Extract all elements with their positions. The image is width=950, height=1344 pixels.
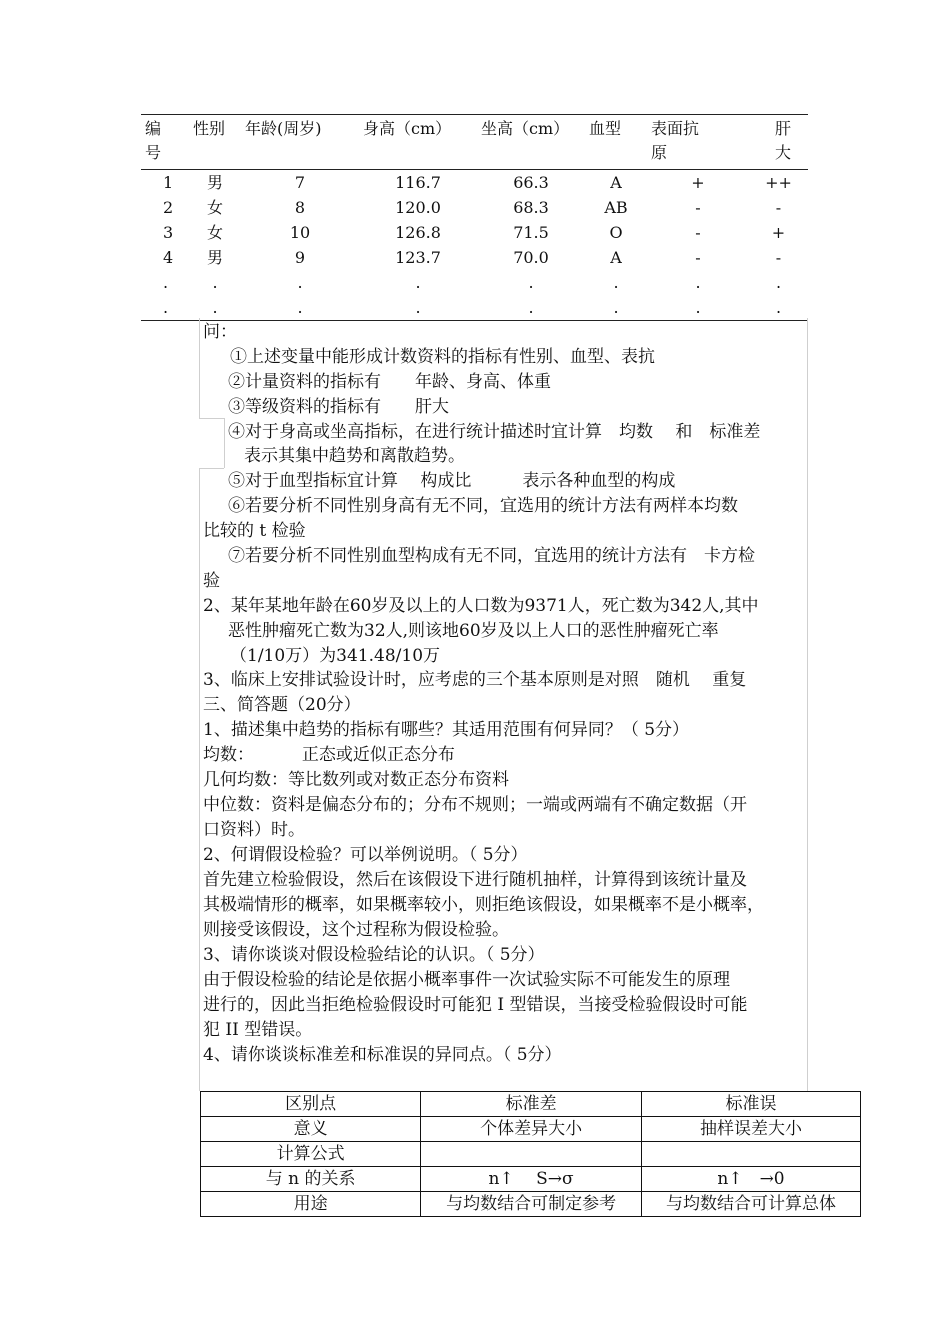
table-cell: AB <box>604 198 628 217</box>
table-cell: - <box>695 198 701 217</box>
text-line: 比较的 t 检验 <box>203 521 306 541</box>
table-cell: 116.7 <box>395 173 441 192</box>
table-cell: . <box>695 273 701 292</box>
text-line: ①上述变量中能形成计数资料的指标有性别、血型、表抗 <box>230 347 655 367</box>
text-line: 表示其集中趋势和离散趋势。 <box>244 446 465 466</box>
answer-box-divider <box>199 418 224 419</box>
table-cell: . <box>415 273 421 292</box>
table-cell: 2 <box>163 198 174 217</box>
table-cell: 126.8 <box>395 223 441 242</box>
table-cell: . <box>141 295 189 321</box>
table-cell: 10 <box>289 223 311 242</box>
table-cell: . <box>359 295 477 321</box>
text-line: 4、请你谈谈标准差和标准误的异同点。（ 5分） <box>203 1045 562 1065</box>
text-line: ②计量资料的指标有 年龄、身高、体重 <box>228 372 551 392</box>
table-cell: 女 <box>206 198 223 217</box>
text-line: 恶性肿瘤死亡数为32人,则该地60岁及以上人口的恶性肿瘤死亡率 <box>228 621 719 641</box>
answer-box-left-border <box>199 318 200 418</box>
table-cell: ++ <box>765 173 792 192</box>
text-line: 几何均数：等比数列或对数正态分布资料 <box>203 770 509 790</box>
comparison-row <box>201 1167 861 1192</box>
comparison-cell: 与 n 的关系 <box>201 1167 421 1192</box>
table-cell: - <box>695 223 701 242</box>
answer-box-left-border <box>199 468 200 1091</box>
table-row <box>141 195 808 220</box>
table-cell: A <box>610 173 622 192</box>
table-cell: . <box>585 295 647 321</box>
table-cell: . <box>647 295 749 321</box>
comparison-cell <box>421 1142 642 1167</box>
table-cell: . <box>749 295 808 321</box>
table-cell: . <box>189 295 241 321</box>
table-row <box>141 170 808 196</box>
text-line: 中位数：资料是偏态分布的；分布不规则；一端或两端有不确定数据（开 <box>203 795 747 815</box>
text-line: ⑤对于血型指标宜计算 构成比 表示各种血型的构成 <box>228 471 676 491</box>
comparison-cell: 区别点 <box>201 1092 421 1117</box>
table-cell: 8 <box>294 198 306 217</box>
text-line: 2、何谓假设检验？可以举例说明。（ 5分） <box>203 845 528 865</box>
table-cell: - <box>775 198 782 217</box>
comparison-cell <box>642 1142 861 1167</box>
header-blood-type: 血型 <box>589 119 622 138</box>
table-cell: . <box>528 273 534 292</box>
text-line: 则接受该假设，这个过程称为假设检验。 <box>203 920 509 940</box>
text-line: 口资料）时。 <box>203 820 305 840</box>
comparison-cell: 与均数结合可制定参考 <box>421 1192 642 1217</box>
comparison-cell: 标准误 <box>642 1092 861 1117</box>
text-line: 3、请你谈谈对假设检验结论的认识。（ 5分） <box>203 945 545 965</box>
text-line: 1、描述集中趋势的指标有哪些？其适用范围有何异同？（ 5分） <box>203 720 690 740</box>
table-row <box>141 270 808 295</box>
text-line: ③等级资料的指标有 肝大 <box>228 397 449 417</box>
table-cell: 7 <box>294 173 306 192</box>
table-header-row <box>141 115 808 170</box>
table-cell: - <box>695 248 701 267</box>
table-cell: 男 <box>206 173 223 192</box>
table-row <box>141 245 808 270</box>
text-line: 进行的，因此当拒绝检验假设时可能犯 I 型错误，当接受检验假设时可能 <box>203 995 748 1015</box>
comparison-cell: 计算公式 <box>201 1142 421 1167</box>
table-cell: 4 <box>163 248 174 267</box>
answer-box-left-border <box>224 418 225 468</box>
table-cell: 3 <box>163 223 174 242</box>
table-cell: 女 <box>206 223 223 242</box>
comparison-cell: 抽样误差大小 <box>642 1117 861 1142</box>
table-cell: O <box>609 223 623 242</box>
table-cell: . <box>477 295 585 321</box>
comparison-cell: n↑ →0 <box>642 1167 861 1192</box>
text-line: ⑥若要分析不同性别身高有无不同，宜选用的统计方法有两样本均数 <box>228 496 738 516</box>
table-cell: . <box>775 273 782 292</box>
comparison-cell: 与均数结合可计算总体 <box>642 1192 861 1217</box>
answer-box-divider <box>199 468 224 469</box>
text-line: 三、简答题（20分） <box>203 695 361 715</box>
table-cell: 123.7 <box>395 248 441 267</box>
comparison-cell: 用途 <box>201 1192 421 1217</box>
comparison-cell: n↑ S→σ <box>421 1167 642 1192</box>
comparison-row <box>201 1117 861 1142</box>
comparison-cell: 标准差 <box>421 1092 642 1117</box>
student-data-table <box>141 114 808 321</box>
table-cell: . <box>163 273 169 292</box>
comparison-cell: 意义 <box>201 1117 421 1142</box>
table-row <box>141 220 808 245</box>
table-cell: . <box>613 273 619 292</box>
table-cell: 9 <box>294 248 306 267</box>
text-line: ④对于身高或坐高指标，在进行统计描述时宜计算 均数 和 标准差 <box>228 422 761 442</box>
text-line: （1/10万）为341.48/10万 <box>230 646 441 666</box>
answer-box-right-border <box>807 318 808 1091</box>
table-cell: 1 <box>163 173 174 192</box>
table-cell: . <box>297 273 303 292</box>
comparison-row <box>201 1092 861 1117</box>
text-line: 验 <box>203 571 220 591</box>
table-cell: 66.3 <box>513 173 549 192</box>
table-cell: 70.0 <box>513 248 549 267</box>
header-surface-antigen: 表面抗 原 <box>651 119 700 162</box>
text-line: 2、某年某地年龄在60岁及以上的人口数为9371人，死亡数为342人,其中 <box>203 596 759 616</box>
table-cell: . <box>241 295 359 321</box>
table-cell: 68.3 <box>513 198 549 217</box>
text-line: 犯 II 型错误。 <box>203 1020 313 1040</box>
header-id: 编 号 <box>145 119 162 162</box>
comparison-row <box>201 1142 861 1167</box>
text-line: 3、临床上安排试验设计时，应考虑的三个基本原则是对照 随机 重复 <box>203 670 747 690</box>
table-cell: 男 <box>206 248 223 267</box>
header-age: 年龄(周岁) <box>245 119 322 138</box>
table-row <box>141 295 808 321</box>
text-line: 由于假设检验的结论是依据小概率事件一次试验实际不可能发生的原理 <box>203 970 730 990</box>
text-line: ⑦若要分析不同性别血型构成有无不同，宜选用的统计方法有 卡方检 <box>228 546 755 566</box>
table-cell: + <box>771 223 786 242</box>
comparison-table <box>200 1091 861 1217</box>
header-liver: 肝大 <box>775 119 792 162</box>
header-height: 身高（cm） <box>363 119 452 138</box>
text-line: 均数： 正态或近似正态分布 <box>203 745 455 765</box>
table-cell: - <box>775 248 782 267</box>
text-line: 首先建立检验假设，然后在该假设下进行随机抽样，计算得到该统计量及 <box>203 870 747 890</box>
comparison-table-body <box>201 1092 861 1217</box>
table-cell: 71.5 <box>513 223 549 242</box>
table-cell: A <box>610 248 622 267</box>
comparison-row <box>201 1192 861 1217</box>
comparison-cell: 个体差异大小 <box>421 1117 642 1142</box>
table-cell: . <box>212 273 218 292</box>
header-sitting-height: 坐高（cm） <box>481 119 570 138</box>
header-gender: 性别 <box>193 119 226 138</box>
text-line: 问： <box>203 322 237 342</box>
table-cell: 120.0 <box>395 198 441 217</box>
table-body <box>141 170 808 321</box>
table-cell: + <box>691 173 705 192</box>
text-line: 其极端情形的概率，如果概率较小，则拒绝该假设，如果概率不是小概率， <box>203 895 764 915</box>
